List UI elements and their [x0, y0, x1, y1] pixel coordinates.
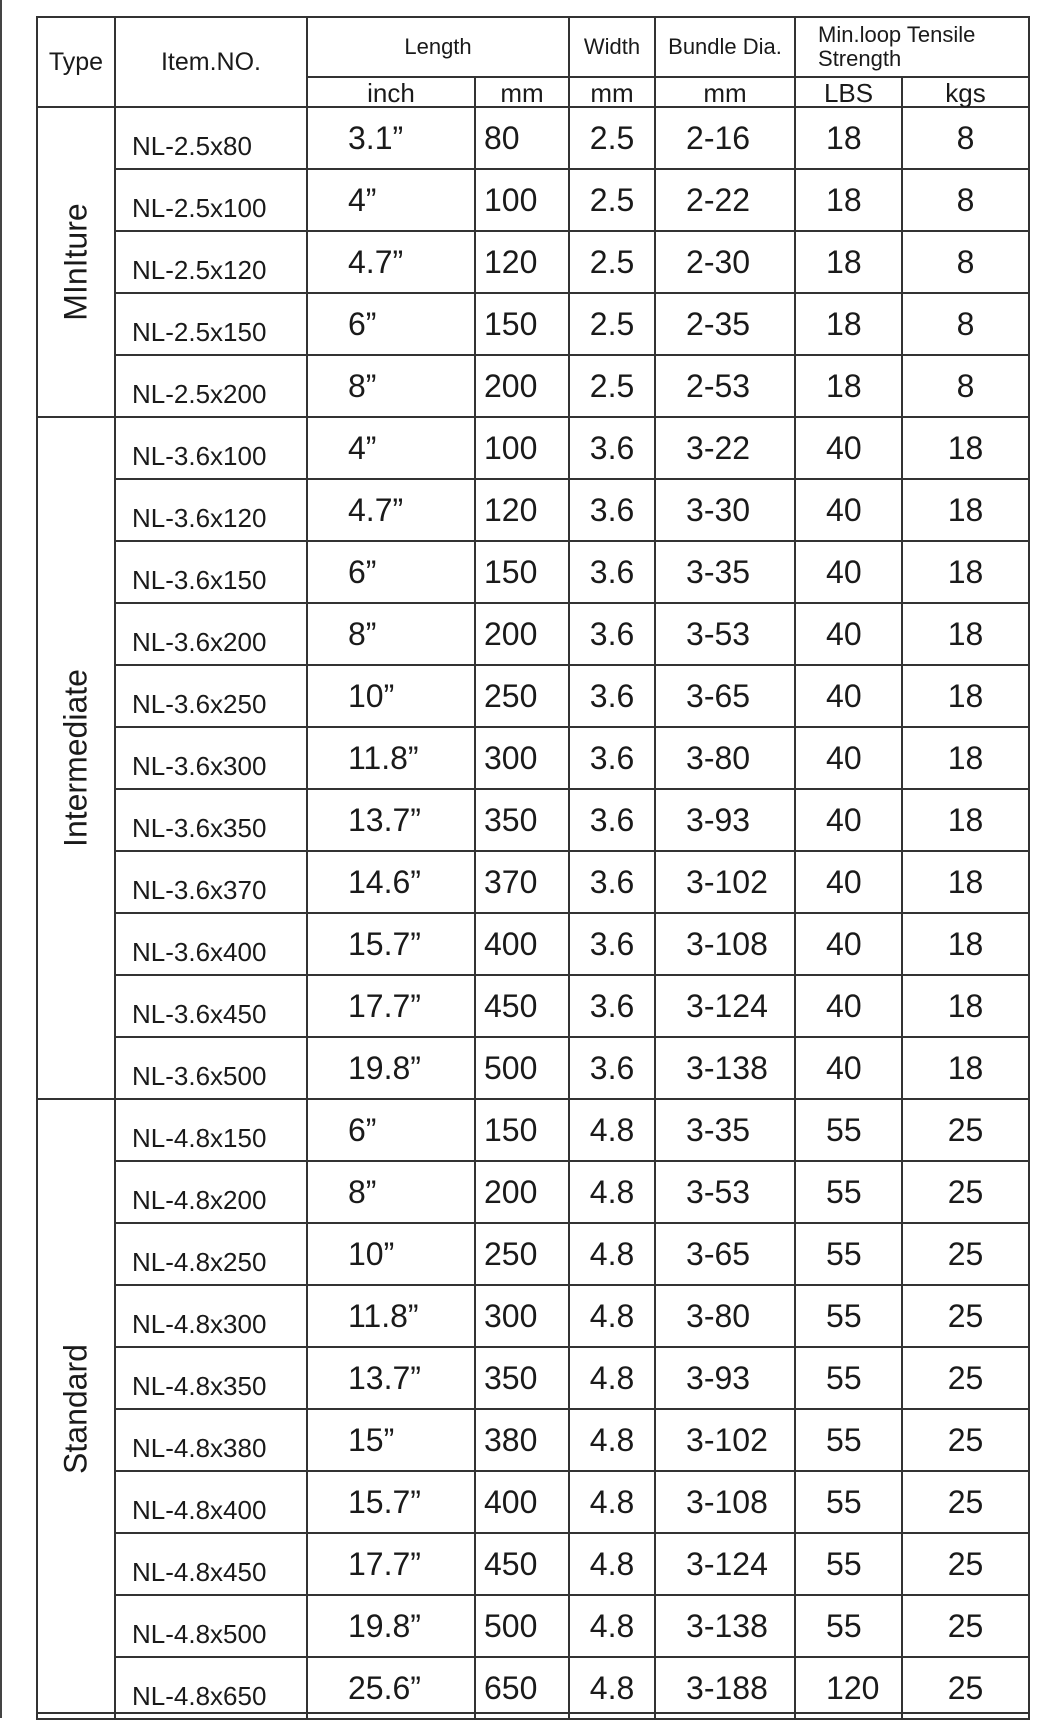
table-row — [37, 1347, 1029, 1409]
table-row — [37, 479, 1029, 541]
tensile-lbs: 55 — [795, 1161, 902, 1223]
table-row — [37, 231, 1029, 293]
unit-lbs: LBS — [795, 77, 902, 107]
length-inch: 4.7” — [307, 231, 475, 293]
table-row — [37, 169, 1029, 231]
width-mm: 3.6 — [569, 665, 655, 727]
width-mm: 4.8 — [569, 1657, 655, 1719]
length-mm: 450 — [475, 975, 569, 1037]
item-number: NL-3.6x450 — [115, 975, 307, 1037]
length-inch: 15.7” — [307, 1471, 475, 1533]
width-mm: 3.6 — [569, 417, 655, 479]
tensile-lbs: 120 — [795, 1657, 902, 1719]
width-mm: 4.8 — [569, 1347, 655, 1409]
item-number: NL-2.5x120 — [115, 231, 307, 293]
tensile-lbs: 40 — [795, 665, 902, 727]
item-number: NL-4.8x150 — [115, 1099, 307, 1161]
length-mm: 150 — [475, 293, 569, 355]
width-mm: 4.8 — [569, 1471, 655, 1533]
type-label: MInIture — [57, 203, 94, 321]
width-mm: 3.6 — [569, 913, 655, 975]
tensile-kgs: 25 — [902, 1099, 1029, 1161]
header-item-no: Item.NO. — [115, 17, 307, 107]
tensile-lbs: 40 — [795, 417, 902, 479]
length-inch: 8” — [307, 603, 475, 665]
tensile-lbs: 40 — [795, 851, 902, 913]
tensile-kgs: 18 — [902, 541, 1029, 603]
tensile-kgs: 18 — [902, 975, 1029, 1037]
table-row — [37, 1285, 1029, 1347]
tensile-kgs: 8 — [902, 231, 1029, 293]
length-inch: 25.6” — [307, 1657, 475, 1719]
tensile-kgs: 18 — [902, 913, 1029, 975]
item-number: NL-3.6x400 — [115, 913, 307, 975]
item-number: NL-4.8x250 — [115, 1223, 307, 1285]
type-group-cell — [37, 107, 115, 417]
length-mm: 200 — [475, 1161, 569, 1223]
bundle-dia: 3-53 — [655, 603, 795, 665]
length-inch: 19.8” — [307, 1595, 475, 1657]
table-row — [37, 851, 1029, 913]
tensile-kgs: 8 — [902, 355, 1029, 417]
tensile-kgs: 25 — [902, 1161, 1029, 1223]
width-mm: 2.5 — [569, 107, 655, 169]
length-inch: 17.7” — [307, 1533, 475, 1595]
unit-inch: inch — [307, 77, 475, 107]
tensile-kgs: 25 — [902, 1285, 1029, 1347]
length-inch: 4” — [307, 417, 475, 479]
length-inch: 14.6” — [307, 851, 475, 913]
tensile-kgs: 8 — [902, 107, 1029, 169]
tensile-kgs: 18 — [902, 665, 1029, 727]
width-mm: 3.6 — [569, 975, 655, 1037]
length-inch: 11.8” — [307, 727, 475, 789]
item-number: NL-3.6x100 — [115, 417, 307, 479]
width-mm: 3.6 — [569, 727, 655, 789]
table-row — [37, 913, 1029, 975]
length-inch: 19.8” — [307, 1037, 475, 1099]
tensile-kgs: 18 — [902, 1037, 1029, 1099]
table-row — [37, 603, 1029, 665]
table-row — [37, 975, 1029, 1037]
width-mm: 4.8 — [569, 1223, 655, 1285]
bundle-dia: 3-108 — [655, 1471, 795, 1533]
bundle-dia: 2-16 — [655, 107, 795, 169]
width-mm: 2.5 — [569, 231, 655, 293]
bundle-dia: 3-138 — [655, 1595, 795, 1657]
type-group-cell — [37, 1099, 115, 1719]
item-number: NL-3.6x200 — [115, 603, 307, 665]
bundle-dia: 3-124 — [655, 1533, 795, 1595]
length-inch: 15” — [307, 1409, 475, 1471]
item-number: NL-2.5x200 — [115, 355, 307, 417]
item-number: NL-4.8x500 — [115, 1595, 307, 1657]
length-inch: 8” — [307, 355, 475, 417]
type-group-cell — [37, 417, 115, 1099]
table-row — [37, 293, 1029, 355]
bundle-dia: 3-108 — [655, 913, 795, 975]
table-row — [37, 1037, 1029, 1099]
table-row — [37, 1409, 1029, 1471]
length-inch: 13.7” — [307, 1347, 475, 1409]
length-inch: 10” — [307, 665, 475, 727]
table-row — [37, 1223, 1029, 1285]
bundle-dia: 3-188 — [655, 1657, 795, 1719]
table-row — [37, 1595, 1029, 1657]
bundle-dia: 2-35 — [655, 293, 795, 355]
item-number: NL-4.8x650 — [115, 1657, 307, 1719]
item-number: NL-4.8x450 — [115, 1533, 307, 1595]
unit-bundle-mm: mm — [655, 77, 795, 107]
length-inch: 6” — [307, 1099, 475, 1161]
tensile-lbs: 55 — [795, 1347, 902, 1409]
bundle-dia: 3-22 — [655, 417, 795, 479]
tensile-lbs: 55 — [795, 1285, 902, 1347]
length-inch: 3.1” — [307, 107, 475, 169]
item-number: NL-3.6x370 — [115, 851, 307, 913]
tensile-lbs: 55 — [795, 1533, 902, 1595]
tensile-lbs: 40 — [795, 789, 902, 851]
length-mm: 370 — [475, 851, 569, 913]
length-mm: 100 — [475, 169, 569, 231]
width-mm: 2.5 — [569, 355, 655, 417]
item-number: NL-2.5x150 — [115, 293, 307, 355]
table-body — [37, 107, 1029, 1719]
length-mm: 400 — [475, 1471, 569, 1533]
length-mm: 380 — [475, 1409, 569, 1471]
tensile-lbs: 55 — [795, 1099, 902, 1161]
width-mm: 3.6 — [569, 1037, 655, 1099]
table-row — [37, 1471, 1029, 1533]
length-inch: 4” — [307, 169, 475, 231]
item-number: NL-2.5x80 — [115, 107, 307, 169]
bundle-dia: 3-93 — [655, 1347, 795, 1409]
bundle-dia: 2-53 — [655, 355, 795, 417]
bundle-dia: 3-65 — [655, 1223, 795, 1285]
unit-kgs: kgs — [902, 77, 1029, 107]
unit-length-mm: mm — [475, 77, 569, 107]
bundle-dia: 3-53 — [655, 1161, 795, 1223]
tensile-kgs: 18 — [902, 479, 1029, 541]
tensile-kgs: 18 — [902, 417, 1029, 479]
tensile-lbs: 18 — [795, 355, 902, 417]
table-row — [37, 355, 1029, 417]
bundle-dia: 3-65 — [655, 665, 795, 727]
header-bundle-dia: Bundle Dia. — [655, 17, 795, 77]
length-mm: 150 — [475, 1099, 569, 1161]
table-header — [37, 17, 1029, 107]
length-inch: 6” — [307, 541, 475, 603]
length-inch: 8” — [307, 1161, 475, 1223]
tensile-kgs: 25 — [902, 1347, 1029, 1409]
length-mm: 250 — [475, 1223, 569, 1285]
item-number: NL-3.6x300 — [115, 727, 307, 789]
table-row — [37, 107, 1029, 169]
length-inch: 11.8” — [307, 1285, 475, 1347]
width-mm: 3.6 — [569, 603, 655, 665]
table-row — [37, 1161, 1029, 1223]
tensile-lbs: 55 — [795, 1595, 902, 1657]
table-row — [37, 665, 1029, 727]
table-row — [37, 1657, 1029, 1719]
item-number: NL-4.8x350 — [115, 1347, 307, 1409]
length-inch: 10” — [307, 1223, 475, 1285]
width-mm: 4.8 — [569, 1409, 655, 1471]
length-mm: 100 — [475, 417, 569, 479]
table-row — [37, 1533, 1029, 1595]
length-mm: 450 — [475, 1533, 569, 1595]
item-number: NL-3.6x350 — [115, 789, 307, 851]
length-mm: 250 — [475, 665, 569, 727]
length-mm: 150 — [475, 541, 569, 603]
item-number: NL-3.6x150 — [115, 541, 307, 603]
length-mm: 300 — [475, 1285, 569, 1347]
width-mm: 3.6 — [569, 851, 655, 913]
length-mm: 350 — [475, 789, 569, 851]
length-inch: 13.7” — [307, 789, 475, 851]
length-mm: 120 — [475, 231, 569, 293]
bundle-dia: 3-80 — [655, 727, 795, 789]
table-row — [37, 789, 1029, 851]
item-number: NL-4.8x300 — [115, 1285, 307, 1347]
width-mm: 2.5 — [569, 169, 655, 231]
length-mm: 400 — [475, 913, 569, 975]
bundle-dia: 3-35 — [655, 541, 795, 603]
table-row — [37, 727, 1029, 789]
bundle-dia: 3-30 — [655, 479, 795, 541]
tensile-lbs: 40 — [795, 1037, 902, 1099]
tensile-lbs: 55 — [795, 1409, 902, 1471]
length-mm: 120 — [475, 479, 569, 541]
item-number: NL-4.8x200 — [115, 1161, 307, 1223]
item-number: NL-3.6x250 — [115, 665, 307, 727]
tensile-lbs: 40 — [795, 541, 902, 603]
tensile-kgs: 25 — [902, 1657, 1029, 1719]
tensile-kgs: 18 — [902, 727, 1029, 789]
table-row — [37, 541, 1029, 603]
tensile-lbs: 18 — [795, 231, 902, 293]
length-mm: 500 — [475, 1037, 569, 1099]
tensile-lbs: 40 — [795, 603, 902, 665]
tensile-kgs: 8 — [902, 169, 1029, 231]
unit-width-mm: mm — [569, 77, 655, 107]
length-mm: 80 — [475, 107, 569, 169]
length-inch: 4.7” — [307, 479, 475, 541]
tensile-kgs: 25 — [902, 1471, 1029, 1533]
tensile-lbs: 40 — [795, 727, 902, 789]
tensile-kgs: 25 — [902, 1409, 1029, 1471]
tensile-lbs: 18 — [795, 107, 902, 169]
width-mm: 3.6 — [569, 479, 655, 541]
header-width: Width — [569, 17, 655, 77]
item-number: NL-4.8x400 — [115, 1471, 307, 1533]
width-mm: 4.8 — [569, 1285, 655, 1347]
width-mm: 3.6 — [569, 789, 655, 851]
header-length: Length — [307, 17, 569, 77]
tensile-lbs: 55 — [795, 1471, 902, 1533]
tensile-kgs: 18 — [902, 851, 1029, 913]
item-number: NL-4.8x380 — [115, 1409, 307, 1471]
tensile-kgs: 18 — [902, 603, 1029, 665]
tensile-kgs: 25 — [902, 1223, 1029, 1285]
bundle-dia: 3-35 — [655, 1099, 795, 1161]
length-inch: 17.7” — [307, 975, 475, 1037]
width-mm: 3.6 — [569, 541, 655, 603]
bundle-dia: 3-80 — [655, 1285, 795, 1347]
tensile-kgs: 25 — [902, 1595, 1029, 1657]
bundle-dia: 3-102 — [655, 1409, 795, 1471]
item-number: NL-3.6x500 — [115, 1037, 307, 1099]
length-inch: 6” — [307, 293, 475, 355]
cable-tie-spec-table — [36, 16, 1030, 1720]
tensile-kgs: 8 — [902, 293, 1029, 355]
length-mm: 200 — [475, 355, 569, 417]
tensile-lbs: 40 — [795, 913, 902, 975]
length-mm: 500 — [475, 1595, 569, 1657]
width-mm: 4.8 — [569, 1099, 655, 1161]
length-mm: 650 — [475, 1657, 569, 1719]
bundle-dia: 3-93 — [655, 789, 795, 851]
width-mm: 2.5 — [569, 293, 655, 355]
length-mm: 300 — [475, 727, 569, 789]
tensile-lbs: 40 — [795, 479, 902, 541]
bundle-dia: 3-124 — [655, 975, 795, 1037]
bundle-dia: 3-138 — [655, 1037, 795, 1099]
item-number: NL-2.5x100 — [115, 169, 307, 231]
bundle-dia: 3-102 — [655, 851, 795, 913]
width-mm: 4.8 — [569, 1161, 655, 1223]
bundle-dia: 2-30 — [655, 231, 795, 293]
tensile-lbs: 40 — [795, 975, 902, 1037]
table-row — [37, 417, 1029, 479]
type-label: Standard — [57, 1344, 94, 1474]
bundle-dia: 2-22 — [655, 169, 795, 231]
table-row — [37, 1099, 1029, 1161]
tensile-kgs: 18 — [902, 789, 1029, 851]
length-inch: 15.7” — [307, 913, 475, 975]
tensile-lbs: 18 — [795, 293, 902, 355]
item-number: NL-3.6x120 — [115, 479, 307, 541]
header-type: Type — [37, 17, 115, 107]
width-mm: 4.8 — [569, 1533, 655, 1595]
tensile-lbs: 55 — [795, 1223, 902, 1285]
bottom-divider — [36, 1712, 1028, 1714]
tensile-lbs: 18 — [795, 169, 902, 231]
tensile-kgs: 25 — [902, 1533, 1029, 1595]
header-tensile-strength: Min.loop Tensile Strength — [795, 17, 1029, 77]
width-mm: 4.8 — [569, 1595, 655, 1657]
length-mm: 200 — [475, 603, 569, 665]
length-mm: 350 — [475, 1347, 569, 1409]
type-label: Intermediate — [57, 669, 94, 847]
